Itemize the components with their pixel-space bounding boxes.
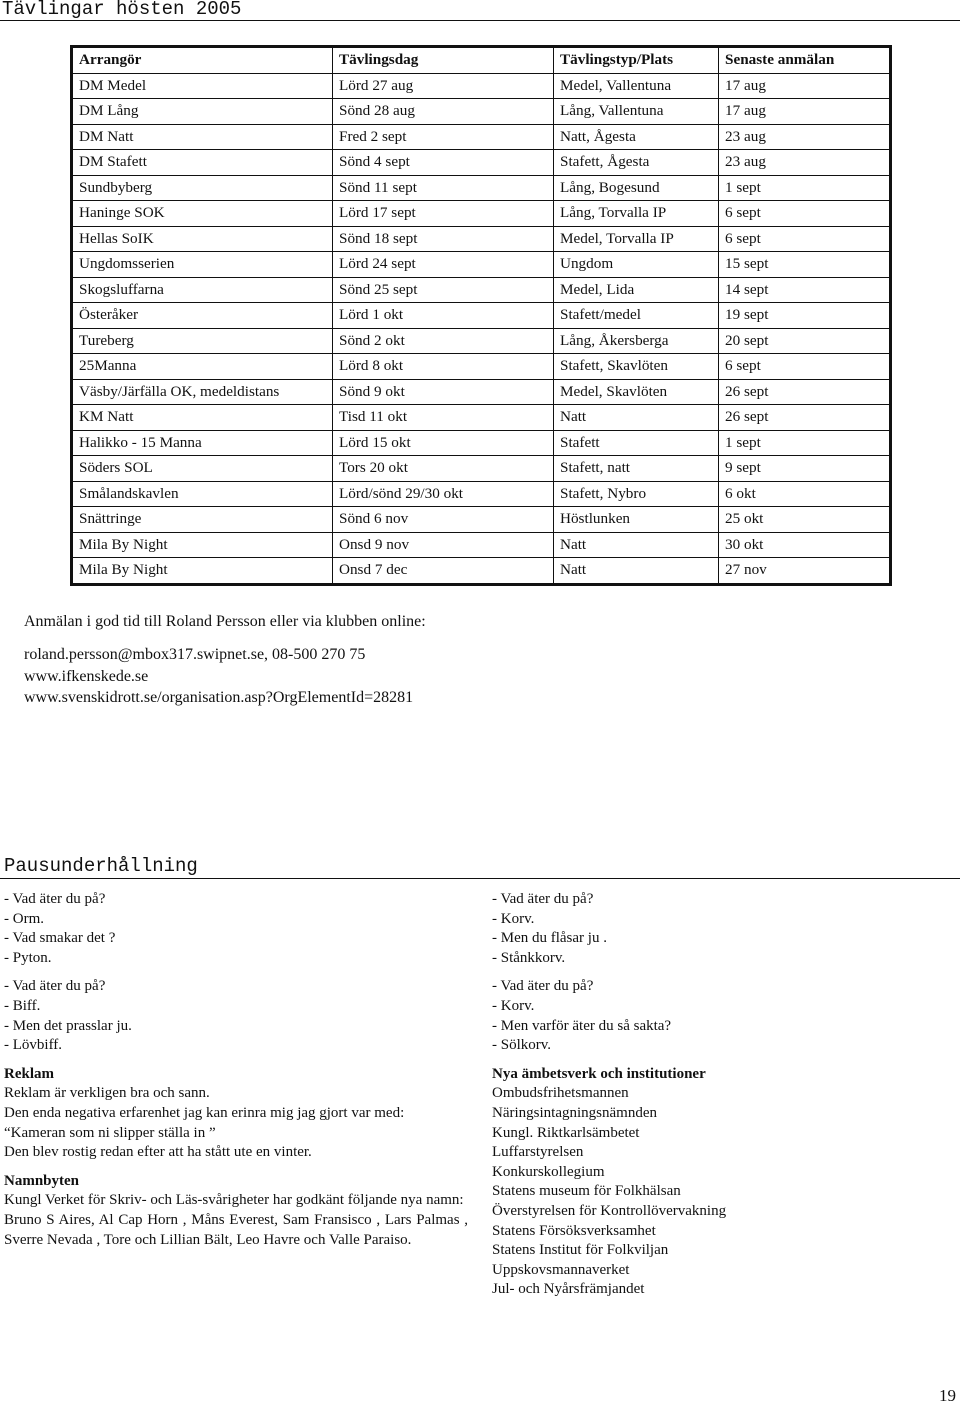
table-cell: Sönd 11 sept: [333, 175, 554, 201]
joke-line: - Vad äter du på?: [4, 978, 106, 995]
table-cell: Lång, Torvalla IP: [554, 201, 719, 227]
joke-line: - Korv.: [492, 997, 535, 1014]
table-cell: Lörd 15 okt: [333, 430, 554, 456]
table-cell: 26 sept: [719, 379, 891, 405]
table-cell: 17 aug: [719, 73, 891, 99]
table-cell: 25 okt: [719, 507, 891, 533]
joke-line: - Biff.: [4, 997, 41, 1014]
table-cell: Österåker: [72, 303, 333, 329]
left-column: [4, 890, 468, 1250]
joke-line: - Men du flåsar ju .: [492, 930, 607, 947]
table-body: [72, 73, 891, 584]
joke-block: [492, 977, 952, 1055]
table-cell: Sönd 25 sept: [333, 277, 554, 303]
reklam-line: “Kameran som ni slipper ställa in ”: [4, 1124, 216, 1141]
table-cell: Lörd 1 okt: [333, 303, 554, 329]
table-row: [72, 99, 891, 125]
joke-line: - Men det prasslar ju.: [4, 1017, 132, 1034]
signup-intro: Anmälan i god tid till Roland Persson eller via klubben online:: [24, 613, 426, 630]
table-cell: 6 sept: [719, 201, 891, 227]
table-cell: Haninge SOK: [72, 201, 333, 227]
table-cell: Höstlunken: [554, 507, 719, 533]
joke-line: - Korv.: [492, 910, 535, 927]
table-cell: Onsd 9 nov: [333, 532, 554, 558]
table-header-row: [72, 47, 891, 74]
table-row: [72, 456, 891, 482]
table-row: [72, 150, 891, 176]
ambetsverk-item: Uppskovsmannaverket: [492, 1261, 630, 1278]
joke-line: - Pyton.: [4, 949, 52, 966]
column-header: Tävlingstyp/Plats: [554, 47, 719, 74]
table-cell: Stafett: [554, 430, 719, 456]
joke-block: [4, 890, 468, 968]
table-cell: 27 nov: [719, 558, 891, 585]
table-cell: KM Natt: [72, 405, 333, 431]
table-cell: Sönd 18 sept: [333, 226, 554, 252]
table-cell: Tisd 11 okt: [333, 405, 554, 431]
table-row: [72, 226, 891, 252]
ambetsverk-item: Näringsintagningsnämnden: [492, 1104, 657, 1121]
joke-block: [4, 977, 468, 1055]
table-cell: Stafett, Ågesta: [554, 150, 719, 176]
table-row: [72, 532, 891, 558]
table-cell: Medel, Torvalla IP: [554, 226, 719, 252]
reklam-line: Den blev rostig redan efter att ha stått ute en vinter.: [4, 1144, 312, 1161]
table-cell: 26 sept: [719, 405, 891, 431]
ambetsverk-item: Statens Försöksverksamhet: [492, 1222, 656, 1239]
table-cell: Tureberg: [72, 328, 333, 354]
table-cell: Sundbyberg: [72, 175, 333, 201]
section-title: Tävlingar hösten 2005: [0, 0, 960, 21]
joke-line: - Orm.: [4, 910, 44, 927]
table-cell: Natt: [554, 532, 719, 558]
table-row: [72, 405, 891, 431]
table-cell: 23 aug: [719, 124, 891, 150]
table-cell: Stafett, natt: [554, 456, 719, 482]
right-column: [492, 890, 952, 1300]
table-cell: Natt: [554, 405, 719, 431]
table-cell: Medel, Lida: [554, 277, 719, 303]
table-cell: 1 sept: [719, 175, 891, 201]
ambetsverk-item: Kungl. Riktkarlsämbetet: [492, 1124, 640, 1141]
table-cell: 1 sept: [719, 430, 891, 456]
table-cell: Natt: [554, 558, 719, 585]
namnbyten-line: Bruno S Aires, Al Cap Horn , Måns Everest, Sam Fransisco , Lars Palmas , Sverre Nevada , Tore och Lillian Bält, Leo Havre och Valle Paraiso.: [4, 1211, 468, 1248]
table-cell: 9 sept: [719, 456, 891, 482]
table-cell: Ungdomsserien: [72, 252, 333, 278]
table-cell: 20 sept: [719, 328, 891, 354]
table-row: [72, 558, 891, 585]
ambetsverk-item: Statens museum för Folkhälsan: [492, 1183, 681, 1200]
table-row: [72, 430, 891, 456]
reklam-heading: Reklam: [4, 1065, 54, 1082]
ambetsverk-item: Ombudsfrihetsmannen: [492, 1085, 629, 1102]
joke-block: [492, 890, 952, 968]
table-cell: 6 okt: [719, 481, 891, 507]
table-cell: Lörd 8 okt: [333, 354, 554, 380]
signup-contact: roland.persson@mbox317.swipnet.se, 08-500 270 75: [24, 646, 366, 663]
reklam-line: Reklam är verkligen bra och sann.: [4, 1085, 210, 1102]
table-cell: Väsby/Järfälla OK, medeldistans: [72, 379, 333, 405]
table-row: [72, 124, 891, 150]
table-cell: 19 sept: [719, 303, 891, 329]
table-cell: Lörd/sönd 29/30 okt: [333, 481, 554, 507]
table-cell: Söders SOL: [72, 456, 333, 482]
table-cell: Lång, Bogesund: [554, 175, 719, 201]
reklam-line: Den enda negativa erfarenhet jag kan erinra mig jag gjort var med:: [4, 1104, 405, 1121]
column-header: Arrangör: [72, 47, 333, 74]
table-row: [72, 354, 891, 380]
link-ifkenskede[interactable]: www.ifkenskede.se: [24, 668, 149, 685]
table-cell: Sönd 2 okt: [333, 328, 554, 354]
table-row: [72, 201, 891, 227]
table-cell: Lång, Vallentuna: [554, 99, 719, 125]
joke-line: - Men varför äter du så sakta?: [492, 1017, 672, 1034]
table-cell: Stafett/medel: [554, 303, 719, 329]
table-cell: Mila By Night: [72, 532, 333, 558]
table-cell: Stafett, Nybro: [554, 481, 719, 507]
ambetsverk-item: Överstyrelsen för Kontrollövervakning: [492, 1202, 727, 1219]
table-row: [72, 507, 891, 533]
table-row: [72, 328, 891, 354]
table-cell: Stafett, Skavlöten: [554, 354, 719, 380]
table-row: [72, 175, 891, 201]
competitions-table: [70, 45, 892, 586]
table-cell: Snättringe: [72, 507, 333, 533]
ambetsverk-item: Luffarstyrelsen: [492, 1144, 584, 1161]
table-cell: Ungdom: [554, 252, 719, 278]
table-cell: Sönd 28 aug: [333, 99, 554, 125]
joke-line: - Vad smakar det ?: [4, 930, 116, 947]
pause-title: Pausunderhållning: [0, 856, 960, 879]
table-cell: DM Natt: [72, 124, 333, 150]
table-cell: DM Lång: [72, 99, 333, 125]
table-cell: Sönd 9 okt: [333, 379, 554, 405]
joke-line: - Vad äter du på?: [492, 978, 594, 995]
table-row: [72, 379, 891, 405]
joke-line: - Stånkkorv.: [492, 949, 566, 966]
namnbyten-line: Kungl Verket för Skriv- och Läs-svårigheter har godkänt följande nya namn:: [4, 1192, 464, 1209]
table-row: [72, 277, 891, 303]
table-cell: Hellas SoIK: [72, 226, 333, 252]
table-cell: Lörd 17 sept: [333, 201, 554, 227]
table-cell: DM Medel: [72, 73, 333, 99]
table-cell: 15 sept: [719, 252, 891, 278]
joke-line: - Sölkorv.: [492, 1037, 552, 1054]
table-cell: 23 aug: [719, 150, 891, 176]
joke-line: - Lövbiff.: [4, 1037, 63, 1054]
link-svenskidrott[interactable]: www.svenskidrott.se/organisation.asp?OrgElementId=28281: [24, 689, 414, 706]
table-row: [72, 481, 891, 507]
table-cell: Halikko - 15 Manna: [72, 430, 333, 456]
table-cell: Natt, Ågesta: [554, 124, 719, 150]
table-cell: Skogsluffarna: [72, 277, 333, 303]
table-cell: 6 sept: [719, 226, 891, 252]
table-cell: 6 sept: [719, 354, 891, 380]
table-cell: DM Stafett: [72, 150, 333, 176]
ambetsverk-heading: Nya ämbetsverk och institutioner: [492, 1065, 706, 1082]
table-cell: Lörd 24 sept: [333, 252, 554, 278]
ambetsverk-item: Statens Institut för Folkviljan: [492, 1242, 669, 1259]
table-row: [72, 252, 891, 278]
table-cell: 25Manna: [72, 354, 333, 380]
joke-line: - Vad äter du på?: [492, 891, 594, 907]
table-cell: Smålandskavlen: [72, 481, 333, 507]
table-cell: 14 sept: [719, 277, 891, 303]
table-cell: 17 aug: [719, 99, 891, 125]
table-row: [72, 73, 891, 99]
table-cell: Lörd 27 aug: [333, 73, 554, 99]
table-cell: Medel, Vallentuna: [554, 73, 719, 99]
table-cell: 30 okt: [719, 532, 891, 558]
table-cell: Mila By Night: [72, 558, 333, 585]
table-cell: Lång, Åkersberga: [554, 328, 719, 354]
joke-line: - Vad äter du på?: [4, 891, 106, 907]
column-header: Senaste anmälan: [719, 47, 891, 74]
table-row: [72, 303, 891, 329]
namnbyten-heading: Namnbyten: [4, 1172, 80, 1189]
table-cell: Tors 20 okt: [333, 456, 554, 482]
table-cell: Sönd 6 nov: [333, 507, 554, 533]
column-header: Tävlingsdag: [333, 47, 554, 74]
table-cell: Sönd 4 sept: [333, 150, 554, 176]
ambetsverk-item: Jul- och Nyårsfrämjandet: [492, 1281, 645, 1298]
page-number: 19: [939, 1386, 956, 1405]
table-cell: Medel, Skavlöten: [554, 379, 719, 405]
table-cell: Onsd 7 dec: [333, 558, 554, 585]
table-cell: Fred 2 sept: [333, 124, 554, 150]
ambetsverk-item: Konkurskollegium: [492, 1163, 605, 1180]
ambetsverk-list: [492, 1084, 952, 1300]
